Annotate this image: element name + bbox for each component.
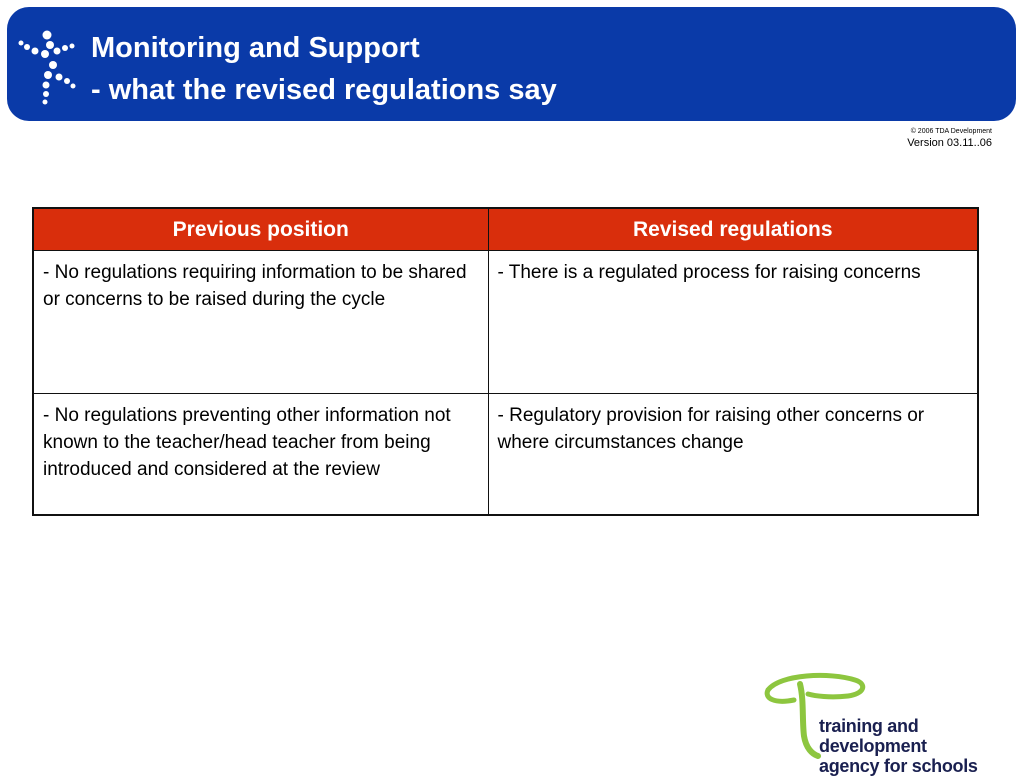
version-text: Version 03.11..06 bbox=[907, 137, 992, 149]
column-header-revised: Revised regulations bbox=[488, 208, 978, 251]
table-cell: - There is a regulated process for raising concerns bbox=[488, 251, 978, 394]
column-header-previous: Previous position bbox=[33, 208, 488, 251]
copyright-text: © 2006 TDA Development bbox=[910, 128, 992, 135]
title-line-2: - what the revised regulations say bbox=[91, 74, 557, 106]
table-header-row bbox=[33, 208, 978, 251]
version-info bbox=[907, 127, 992, 150]
header-banner bbox=[7, 7, 1016, 121]
title-line-1: Monitoring and Support bbox=[91, 32, 420, 64]
footer-logo-line-1: training and development bbox=[819, 716, 927, 756]
footer-logo-text bbox=[819, 716, 1024, 776]
table-row bbox=[33, 251, 978, 394]
page-title bbox=[91, 27, 557, 111]
table-cell: - No regulations requiring information to be shared or concerns to be raised during the cycle bbox=[33, 251, 488, 394]
regulations-table bbox=[32, 207, 979, 516]
tda-figure-logo-icon bbox=[15, 21, 85, 113]
table-cell: - Regulatory provision for raising other concerns or where circumstances change bbox=[488, 394, 978, 516]
table-row bbox=[33, 394, 978, 516]
footer-logo-line-2: agency for schools bbox=[819, 756, 978, 776]
table-cell: - No regulations preventing other information not known to the teacher/head teacher from being introduced and considered at the review bbox=[33, 394, 488, 516]
